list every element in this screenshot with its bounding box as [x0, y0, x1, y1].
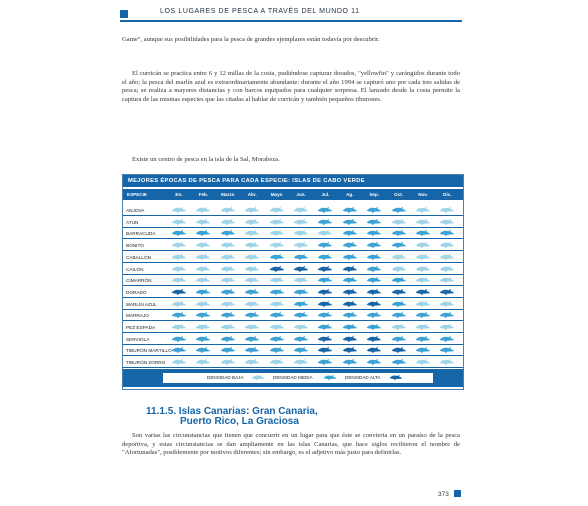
running-header [120, 8, 462, 18]
section-title-line1: 11.1.5. Islas Canarias: Gran Canaria, [146, 406, 318, 417]
fish-icon [220, 206, 236, 214]
fish-icon [269, 358, 285, 366]
fish-icon [366, 253, 382, 261]
table-row [123, 299, 463, 310]
fish-icon [415, 323, 431, 331]
fish-icon [195, 358, 211, 366]
fish-icon [439, 218, 455, 226]
fish-icon [366, 335, 382, 343]
fish-icon [415, 300, 431, 308]
month-header-7: Ag. [346, 192, 354, 197]
table-row [123, 334, 463, 345]
fish-icon [293, 218, 309, 226]
fish-icon [269, 229, 285, 237]
fish-icon [293, 206, 309, 214]
fish-icon [244, 300, 260, 308]
fish-icon [171, 358, 187, 366]
table-title: MEJORES ÉPOCAS DE PESCA PARA CADA ESPECIE: ISLAS DE CABO VERDE [123, 175, 463, 187]
table-row [123, 357, 463, 368]
fish-icon [439, 253, 455, 261]
fish-icon [342, 358, 358, 366]
month-header-8: Sep. [369, 192, 380, 197]
species-column-header: ESPECIE [127, 192, 147, 197]
species-name: TIBURÓN ZORRO [126, 360, 166, 366]
fish-icon [391, 346, 407, 354]
fish-icon [391, 218, 407, 226]
species-name: CIMARRÓN [126, 278, 152, 284]
fish-icon [342, 288, 358, 296]
species-name: PEZ ESPADA [126, 325, 156, 330]
fish-icon [171, 241, 187, 249]
fish-icon [171, 300, 187, 308]
fish-icon [366, 323, 382, 331]
fish-icon [391, 229, 407, 237]
fish-icon [244, 229, 260, 237]
fish-icon [244, 253, 260, 261]
fish-icon [220, 265, 236, 273]
fish-icon [195, 288, 211, 296]
fish-icon [317, 300, 333, 308]
fish-icon [342, 323, 358, 331]
fish-icon [317, 265, 333, 273]
fish-icon [171, 276, 187, 284]
closing-paragraph: Son varias las circunstancias que tienen que concurrir en un lugar para que éste se convierta en un paraíso de la pesca deportiva, y estas circunstancias se dan ampliamente en las islas Canarias, que hace siglos recibieron el nombre de "Afortunadas", posiblemente por motivos diferentes; sin embargo, es el adjetivo más justo para definirlas. [122, 432, 460, 457]
fish-icon [220, 241, 236, 249]
fish-icon [317, 276, 333, 284]
fish-icon [391, 206, 407, 214]
fish-icon [244, 335, 260, 343]
fish-icon [317, 229, 333, 237]
fish-icon [195, 229, 211, 237]
fish-icon [293, 358, 309, 366]
fish-icon [244, 276, 260, 284]
fish-icon [195, 218, 211, 226]
fish-icon [415, 265, 431, 273]
fish-icon [342, 311, 358, 319]
fish-icon [317, 218, 333, 226]
fish-icon [269, 241, 285, 249]
fish-icon [293, 288, 309, 296]
fish-icon [269, 335, 285, 343]
legend-low-label: DENSIDAD BAJA [207, 375, 244, 380]
fish-icon [317, 206, 333, 214]
fish-icon [220, 218, 236, 226]
fish-icon [269, 311, 285, 319]
fish-icon [195, 206, 211, 214]
fish-icon [415, 288, 431, 296]
fish-icon [220, 276, 236, 284]
fish-icon [342, 218, 358, 226]
fish-icon [366, 300, 382, 308]
species-name: CAILÓN [126, 266, 144, 272]
fish-icon [293, 335, 309, 343]
month-header-0: En. [175, 192, 183, 197]
table-row [123, 264, 463, 275]
fish-icon [195, 346, 211, 354]
fish-icon [439, 229, 455, 237]
fish-icon [439, 241, 455, 249]
fish-icon [317, 288, 333, 296]
fish-icon [366, 218, 382, 226]
section-title-line2: Puerto Rico, La Graciosa [180, 416, 299, 427]
fish-icon [269, 265, 285, 273]
fish-icon [195, 323, 211, 331]
month-header-1: Feb. [198, 192, 209, 197]
month-header-11: Dic. [443, 192, 452, 197]
fish-icon [415, 346, 431, 354]
fish-icon-medium [323, 374, 337, 381]
fish-icon [269, 346, 285, 354]
fish-icon [342, 300, 358, 308]
table-row [123, 228, 463, 239]
legend-inner [163, 373, 433, 383]
fish-icon [171, 311, 187, 319]
month-header-5: Jun. [296, 192, 306, 197]
fish-icon [391, 311, 407, 319]
fish-icon [195, 241, 211, 249]
month-header-2: Marzo [221, 192, 235, 197]
fish-icon [293, 241, 309, 249]
fish-icon [391, 335, 407, 343]
fish-icon [293, 265, 309, 273]
fish-icon [439, 323, 455, 331]
fish-icon [317, 323, 333, 331]
table-row [123, 240, 463, 251]
table-row [123, 322, 463, 333]
fish-icon [171, 206, 187, 214]
fish-icon [342, 206, 358, 214]
fish-icon [220, 323, 236, 331]
fish-icon [195, 311, 211, 319]
fish-icon [439, 265, 455, 273]
fish-icon [244, 323, 260, 331]
species-name: TIBURÓN MARTILLO [126, 348, 172, 354]
fish-icon [317, 241, 333, 249]
table-row [123, 345, 463, 356]
header-title: LOS LUGARES DE PESCA A TRAVÉS DEL MUNDO 11 [160, 8, 360, 15]
fish-icon [269, 276, 285, 284]
months-header-row [123, 189, 463, 200]
fish-icon [342, 276, 358, 284]
species-name: SERVIOLA [126, 336, 150, 342]
species-name: MARLÍN AZUL [126, 301, 157, 307]
species-name: BONITO [126, 243, 144, 249]
fish-icon [342, 241, 358, 249]
species-name: ATÚN [126, 219, 139, 225]
fish-icon [195, 276, 211, 284]
table-row [123, 205, 463, 216]
fish-icon-high [389, 374, 403, 381]
fish-icon [293, 323, 309, 331]
fish-icon [317, 346, 333, 354]
fish-icon [244, 346, 260, 354]
fish-icon [269, 218, 285, 226]
fish-icon [439, 335, 455, 343]
fish-icon [415, 218, 431, 226]
fish-icon [244, 218, 260, 226]
fish-icon [293, 300, 309, 308]
fish-icon [439, 311, 455, 319]
month-header-3: Abr. [247, 192, 257, 197]
fish-icon [342, 346, 358, 354]
fish-icon [366, 346, 382, 354]
fish-icon [439, 276, 455, 284]
fish-icon [439, 300, 455, 308]
legend-high-label: DENSIDAD ALTA [345, 375, 381, 380]
fish-icon [293, 253, 309, 261]
page-number: 373 [438, 491, 449, 498]
fish-icon [244, 265, 260, 273]
fish-icon [220, 288, 236, 296]
fish-icon [195, 265, 211, 273]
fish-icon [415, 206, 431, 214]
fish-icon [342, 253, 358, 261]
table-row [123, 217, 463, 228]
fish-icon [293, 276, 309, 284]
fish-icon [220, 300, 236, 308]
fish-icon [220, 346, 236, 354]
fish-icon [269, 323, 285, 331]
fish-icon [366, 276, 382, 284]
fish-icon [391, 288, 407, 296]
fish-icon [244, 206, 260, 214]
fish-icon [244, 241, 260, 249]
month-header-10: Nov. [418, 192, 428, 197]
fish-icon [171, 265, 187, 273]
species-name: CABALLÓN [126, 254, 152, 260]
fish-icon [366, 241, 382, 249]
fish-icon [171, 346, 187, 354]
species-name: MARRAJO [126, 313, 149, 319]
legend [123, 369, 463, 387]
page-number-square [454, 490, 461, 497]
fish-icon [171, 218, 187, 226]
table-row [123, 252, 463, 263]
fish-icon [317, 358, 333, 366]
fish-icon [391, 358, 407, 366]
month-header-4: Mayo [270, 192, 283, 197]
fishing-season-table [122, 174, 464, 390]
fish-icon [342, 335, 358, 343]
fish-icon [366, 206, 382, 214]
fish-icon [317, 335, 333, 343]
fish-icon [317, 311, 333, 319]
fish-icon [366, 311, 382, 319]
fish-icon [391, 253, 407, 261]
fish-icon [195, 300, 211, 308]
fish-icon [391, 241, 407, 249]
fish-icon [195, 335, 211, 343]
fish-icon [293, 229, 309, 237]
table-row [123, 287, 463, 298]
species-name: DORADO [126, 289, 147, 295]
fish-icon [171, 229, 187, 237]
fish-icon [439, 346, 455, 354]
fish-icon [391, 323, 407, 331]
fish-icon [269, 206, 285, 214]
fish-icon [244, 311, 260, 319]
fish-icon [415, 229, 431, 237]
fish-icon [366, 229, 382, 237]
fish-icon [342, 229, 358, 237]
paragraph-2: El curricán se practica entre 6 y 12 millas de la costa, pudiéndose capturar dorados, "yellowfin" y carángidos durante todo el año; la pesca del marlín azul es extraordinariamente abundante: durante el año 1994 se capturó uno por cada tres salidas de pesca; se realiza a mayores distancias y con barcos equipados para cualquier sorpresa. El lanzado desde la costa permite la captura de las mismas especies que las citadas al hablar de curricán y también pequeños tiburones. [122, 70, 460, 103]
fish-icon [244, 358, 260, 366]
fish-icon [415, 311, 431, 319]
fish-icon [415, 276, 431, 284]
fish-icon [391, 300, 407, 308]
fish-icon [415, 241, 431, 249]
legend-medium-label: DENSIDAD MEDIA [273, 375, 313, 380]
fish-icon [220, 358, 236, 366]
month-header-9: Oct. [394, 192, 404, 197]
fish-icon [439, 288, 455, 296]
fish-icon [366, 265, 382, 273]
fish-icon-low [251, 374, 265, 381]
fish-icon [366, 288, 382, 296]
fish-icon [317, 253, 333, 261]
species-name: BARRACUDA [126, 231, 156, 237]
fish-icon [171, 288, 187, 296]
month-header-6: Jul. [321, 192, 330, 197]
fish-icon [269, 300, 285, 308]
paragraph-1: Game", aunque sus posibilidades para la pesca de grandes ejemplares están todavía por descubrir. [122, 36, 380, 43]
fish-icon [195, 253, 211, 261]
fish-icon [415, 335, 431, 343]
table-row [123, 275, 463, 286]
fish-icon [220, 335, 236, 343]
table-row [123, 310, 463, 321]
header-rule [120, 20, 462, 22]
header-square [120, 10, 128, 18]
fish-icon [244, 288, 260, 296]
fish-icon [220, 229, 236, 237]
paragraph-3: Existe un centro de pesca en la isla de la Sal, Morabeza. [132, 156, 280, 163]
fish-icon [415, 358, 431, 366]
fish-icon [171, 253, 187, 261]
fish-icon [293, 346, 309, 354]
fish-icon [391, 265, 407, 273]
fish-icon [366, 358, 382, 366]
fish-icon [220, 253, 236, 261]
fish-icon [269, 253, 285, 261]
species-name: ANJOVA [126, 208, 145, 213]
fish-icon [171, 335, 187, 343]
fish-icon [342, 265, 358, 273]
fish-icon [269, 288, 285, 296]
fish-icon [391, 276, 407, 284]
fish-icon [439, 206, 455, 214]
fish-icon [293, 311, 309, 319]
fish-icon [220, 311, 236, 319]
fish-icon [439, 358, 455, 366]
fish-icon [415, 253, 431, 261]
fish-icon [171, 323, 187, 331]
